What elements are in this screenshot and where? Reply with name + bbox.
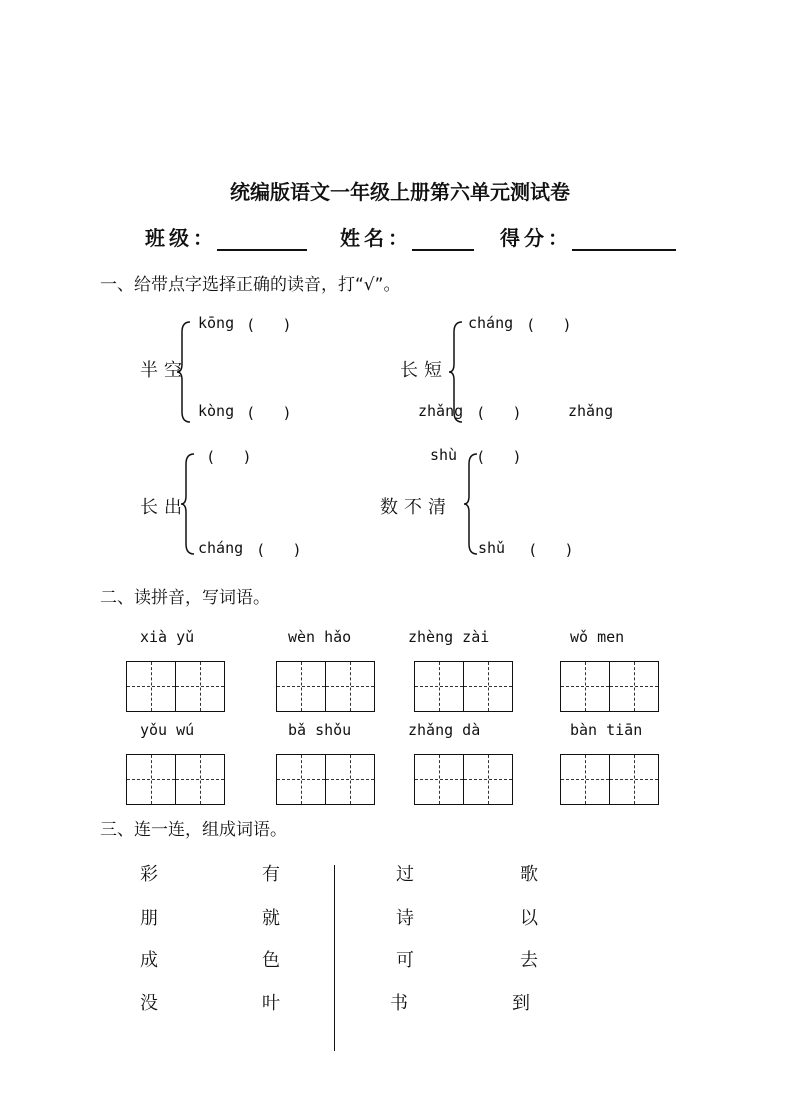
section1-heading: 一、给带点字选择正确的读音，打“√”。 (100, 275, 401, 295)
name-field (340, 222, 474, 251)
section3-heading: 三、连一连，组成词语。 (100, 820, 287, 840)
match-char[interactable]: 可 (396, 950, 414, 971)
column-divider (334, 865, 335, 1051)
match-char[interactable]: 歌 (520, 864, 538, 885)
pinyin-label: wǒ men (570, 628, 625, 646)
match-char[interactable]: 就 (262, 908, 280, 929)
match-char[interactable]: 书 (390, 993, 408, 1014)
match-char[interactable]: 朋 (140, 908, 158, 929)
group3-top-answer[interactable]: ( ) (208, 448, 250, 466)
brace-icon (176, 320, 192, 424)
match-char[interactable]: 彩 (140, 864, 158, 885)
group4-top-pinyin: shù (430, 446, 458, 464)
match-char[interactable]: 有 (262, 864, 280, 885)
writing-grid[interactable] (560, 661, 659, 712)
group2-extra-pinyin: zhǎng (568, 402, 614, 420)
pinyin-label: bàn tiān (570, 721, 643, 739)
match-char[interactable]: 色 (262, 950, 280, 971)
score-blank[interactable] (572, 229, 676, 251)
group2-bottom-pinyin: zhǎng (418, 402, 464, 420)
group1-bottom-pinyin: kòng (198, 402, 235, 420)
brace-icon (463, 452, 479, 556)
group3-bottom-answer[interactable]: ( ) (258, 541, 300, 559)
section2-heading: 二、读拼音，写词语。 (100, 588, 270, 608)
score-label: 得分： (500, 226, 572, 250)
group2-bottom-answer[interactable]: ( ) (478, 404, 520, 422)
name-label: 姓名： (340, 226, 412, 250)
match-char[interactable]: 诗 (396, 908, 414, 929)
brace-icon (180, 452, 196, 556)
pinyin-label: zhèng zài (408, 628, 490, 646)
group3-word: 长出 (140, 497, 188, 518)
pinyin-label: wèn hǎo (288, 628, 352, 646)
group4-bottom-pinyin: shǔ (478, 539, 506, 557)
match-char[interactable]: 成 (140, 950, 158, 971)
group4-bottom-answer[interactable]: ( ) (530, 541, 572, 559)
writing-grid[interactable] (276, 754, 375, 805)
page-title: 统编版语文一年级上册第六单元测试卷 (230, 180, 570, 204)
group4-top-answer[interactable]: ( ) (478, 448, 520, 466)
group1-bottom-answer[interactable]: ( ) (248, 404, 290, 422)
writing-grid[interactable] (276, 661, 375, 712)
group3-bottom-pinyin: cháng (198, 539, 244, 557)
group1-word: 半空 (140, 360, 188, 381)
writing-grid[interactable] (560, 754, 659, 805)
writing-grid[interactable] (126, 661, 225, 712)
group4-word: 数不清 (380, 497, 452, 518)
pinyin-label: xià yǔ (140, 628, 195, 646)
pinyin-label: zhǎng dà (408, 721, 481, 739)
class-field (145, 222, 307, 251)
match-char[interactable]: 到 (512, 993, 530, 1014)
group2-top-pinyin: cháng (468, 314, 514, 332)
group1-top-answer[interactable]: ( ) (248, 316, 290, 334)
score-field (500, 222, 676, 251)
group2-top-answer[interactable]: ( ) (528, 316, 570, 334)
pinyin-label: bǎ shǒu (288, 721, 352, 739)
class-blank[interactable] (217, 229, 307, 251)
match-char[interactable]: 没 (140, 993, 158, 1014)
group2-word: 长短 (400, 360, 448, 381)
match-char[interactable]: 叶 (262, 993, 280, 1014)
writing-grid[interactable] (414, 661, 513, 712)
writing-grid[interactable] (414, 754, 513, 805)
match-char[interactable]: 以 (520, 908, 538, 929)
class-label: 班级： (145, 226, 217, 250)
pinyin-label: yǒu wú (140, 721, 195, 739)
name-blank[interactable] (412, 229, 474, 251)
writing-grid[interactable] (126, 754, 225, 805)
match-char[interactable]: 去 (520, 950, 538, 971)
group1-top-pinyin: kōng (198, 314, 235, 332)
match-char[interactable]: 过 (396, 864, 414, 885)
